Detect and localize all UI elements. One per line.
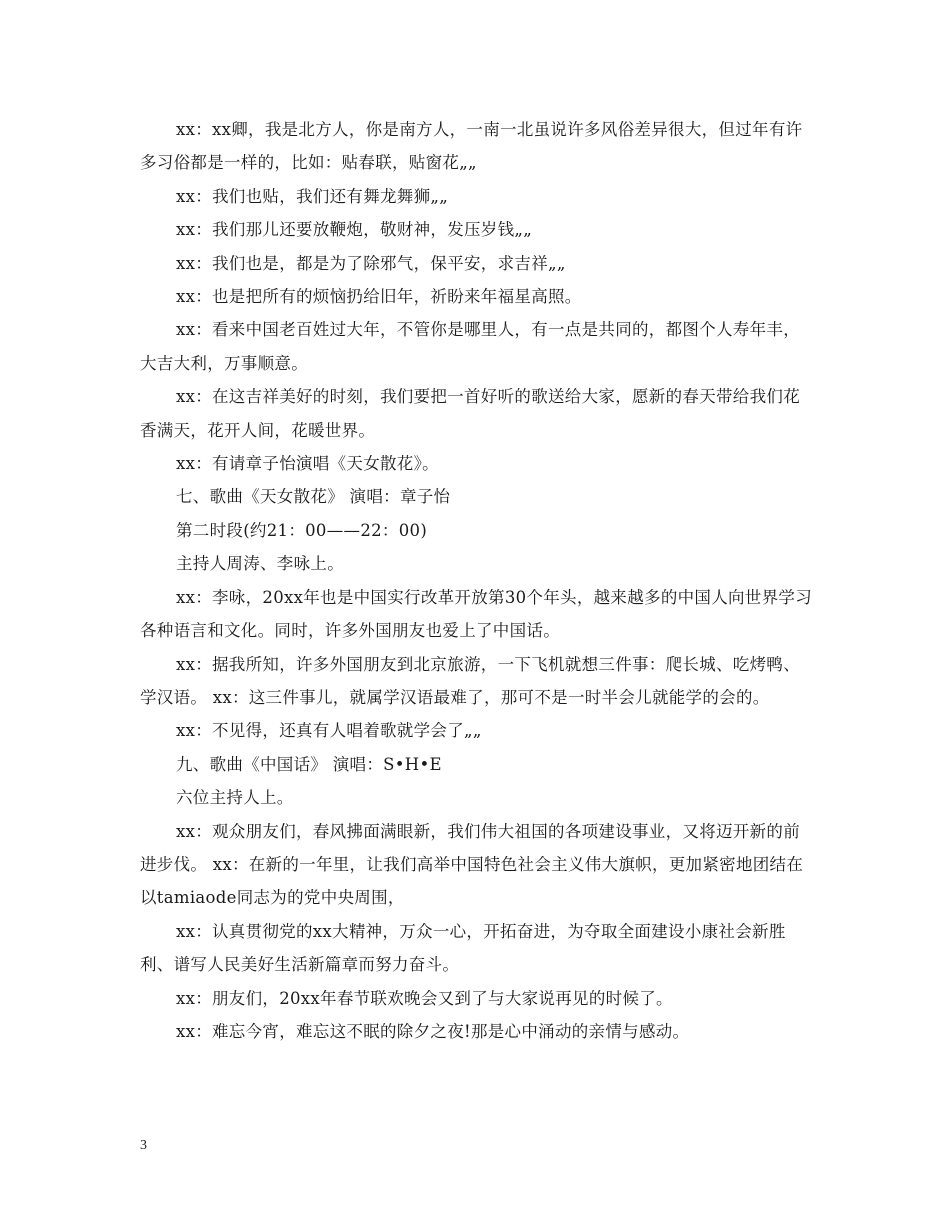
paragraph: xx：李咏，20xx年也是中国实行改革开放第30个年头，越来越多的中国人向世界学习各种语言和文化。同时，许多外国朋友也爱上了中国话。 [140,587,813,641]
program-item-heading: 九、歌曲《中国话》 演唱：S•H•E [176,754,442,774]
stage-direction: 主持人周涛、李咏上。 [176,554,344,574]
paragraph: xx：在这吉祥美好的时刻，我们要把一首好听的歌送给大家，愿新的春天带给我们花香满天，花开人间，花暖世界。 [140,387,801,440]
paragraph: xx：难忘今宵，难忘这不眠的除夕之夜!那是心中涌动的亲情与感动。 [176,1021,690,1041]
paragraph: xx：据我所知，许多外国朋友到北京旅游，一下飞机就想三件事：爬长城、吃烤鸭、学汉语。 xx：这三件事儿，就属学汉语最难了，那可不是一时半会儿就能学的会的。 [140,654,801,707]
paragraph: xx：朋友们，20xx年春节联欢晚会又到了与大家说再见的时候了。 [176,988,673,1008]
page-number: 3 [140,1138,147,1153]
paragraph: xx：观众朋友们，春风拂面满眼新，我们伟大祖国的各项建设事业，又将迈开新的前进步伐。 xx：在新的一年里，让我们高举中国特色社会主义伟大旗帜，更加紧密地团结在以tamiaode同志为的党中央周围， [140,821,804,908]
paragraph: xx：不见得，还真有人唱着歌就学会了„„ [176,721,482,741]
paragraph: xx：我们也贴，我们还有舞龙舞狮„„ [176,186,449,206]
paragraph: xx：看来中国老百姓过大年，不管你是哪里人，有一点是共同的，都图个人寿年丰，大吉大利，万事顺意。 [140,320,801,373]
paragraph: xx：xx卿，我是北方人，你是南方人，一南一北虽说许多风俗差异很大，但过年有许多习俗都是一样的，比如：贴春联，贴窗花„„ [140,120,803,173]
paragraph: xx：认真贯彻党的xx大精神，万众一心，开拓奋进，为夺取全面建设小康社会新胜利、谱写人民美好生活新篇章而努力奋斗。 [140,921,786,975]
paragraph: xx：也是把所有的烦恼扔给旧年，祈盼来年福星高照。 [176,287,582,307]
stage-direction: 六位主持人上。 [176,788,294,808]
paragraph: xx：有请章子怡演唱《天女散花》。 [176,454,439,474]
segment-heading: 第二时段(约21：00——22：00) [176,520,428,540]
paragraph: xx：我们那儿还要放鞭炮，敬财神，发压岁钱„„ [176,220,533,240]
paragraph: xx：我们也是，都是为了除邪气，保平安，求吉祥„„ [176,253,566,273]
document-body [140,113,812,1048]
program-item-heading: 七、歌曲《天女散花》 演唱：章子怡 [176,487,451,507]
